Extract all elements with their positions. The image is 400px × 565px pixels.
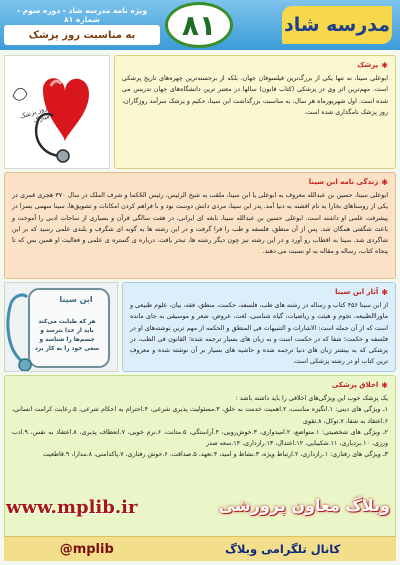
issue-number-badge: [165, 2, 233, 48]
section-doctor: [114, 55, 396, 169]
section-works-heading: [130, 287, 388, 298]
issue-line: ویژه نامه مدرسه شاد - دوره سوم - شماره ۸۱: [17, 6, 147, 24]
brand-logo: [282, 6, 392, 44]
phone-quote: هر که طبابت می‌کند باید از خدا بترسد و جسم‌ها را شناسد و سعی خود را به کار برد: [34, 319, 100, 352]
brand-title: مدرسه شاد: [283, 14, 391, 36]
section-ethics-intro: یک پزشک خوب این ویژگی‌های اخلاقی را باید داشته باشد :: [235, 395, 388, 403]
issue-number: ۸۱: [181, 8, 217, 42]
section-doctor-body: ابوعلی سینا، نه تنها یکی از بزرگ‌ترین فیلسوفان جهان، بلکه از برجسته‌ترین چهره‌های تاریخ پزشکی است. مهم‌ترین اثر وی در پزشکی (کتاب قانون) سالها در معتبر ترین دانشگاه‌های جهان تدریس می شده است. اول شهریورماه هر سال، به مناسبت بزرگداشت ابن سینا، حکیم و پزشک سرآمد روزگاران، روز پزشک نامگذاری شده است.: [122, 75, 388, 116]
section-biography-body: ابوعلی سینا، حسین بن عبدالله معروف به ابوعلی یا ابن سینا، ملقب به شیخ الرئیس، رئیس الحُکما و شرف الملک در سال ۳۷۰ هجری قمری در یکی از روستاهای بخارا به نام افشنه به دنیا آمد. پدر ابن سینا، مردی دانش دوست بود و با فراهم کردن امکانات و تشویق‌ها، سینا سهمی بسزا در پیشرفت علمی او داشته است. ابوعلی حسین بن عبدالله سینا، نابغه ای ایرانی، در هفت سالگی قرآن و بسیاری از ساحات ادبی را آموخت و باعث شگفتی همگان شد. پس از آن منطق، فلسفه و طب را فرا گرفت و در این رشته ها به گونه ای شگرف و بلندی علمی رسید که بر این شاگردی شد. سینا به اقطاب رو آورد و در این رشته نیز چون دیگر رشته ها، تبحر یافت. درباره ی گستره ی علمی و فعالیت او همین بس که تا پنجاه کتاب، رساله و مقاله به او نسبت می دهند.: [12, 192, 388, 256]
star-icon: ✱: [381, 178, 388, 187]
blog-url-link[interactable]: www.mplib.ir: [6, 497, 138, 518]
section-works-title: آثار ابن سینا: [335, 288, 379, 296]
section-biography: [4, 172, 396, 279]
section-doctor-heading: [122, 60, 388, 71]
telegram-bar: [4, 536, 396, 561]
section-biography-heading: [12, 177, 388, 188]
section-works: [122, 282, 396, 372]
heart-stethoscope-image: [4, 55, 110, 169]
page-subtitle: به مناسبت روز پزشک: [4, 25, 160, 45]
blog-name: وبلاگ معاون پرورشی: [218, 496, 390, 515]
section-biography-title: زندگی نامه ابن سینا: [308, 178, 379, 186]
ethics-item: ۲ـ ویژگی های شخصیتی: ۱.متواضع، ۲.امیدواری، ۳.خوش‌رویی، ۴.آراستگی، ۵.متانت، ۶.نرم خویی، ۷.انعطاف پذیری، ۸.اعتقاد به نفس، ۹.ادب ورزی، ۱۰.بردباری، ۱۱.شکیبایی، ۱۲.اعتدال، ۱۳.رازداری، ۱۴.سعه صدر: [12, 428, 389, 448]
section-ethics-heading: [12, 380, 388, 391]
phone-title: ابن سینا: [59, 295, 93, 304]
star-icon: ✱: [381, 381, 388, 390]
header-banner: [0, 0, 400, 50]
telegram-handle-link[interactable]: @mplib: [59, 541, 114, 557]
section-doctor-title: پزشک: [357, 61, 379, 69]
telegram-label: کانال تلگرامی وبلاگ: [225, 542, 341, 556]
ethics-item-partial: ۳ـ ویژگی های رفتاری: ۱.رازداری، ۲.ارتباط ویژه، ۳.نشاط و امید، ۴.تعهد، ۵.صداقت، ۶.خوش رفتاری، ۷.پاکدامنی، ۸.مدارا، ۹.قاطعیت: [42, 451, 388, 459]
ethics-item: ۱ـ ویژگی های دینی: ۱.انگیزه مناسب، ۲.اهمیت خدمت به خلق، ۳.مسئولیت پذیری شرعی، ۴.احترام به احکام شرعی، ۵.رعایت کرامت انسانی، ۶.اعتقاد به شفا، ۷.توکل، ۸.تقوی: [12, 406, 389, 425]
image-caption: روز پزشک مبارک: [18, 104, 51, 125]
section-ethics: [4, 375, 396, 561]
star-icon: ✱: [381, 61, 388, 70]
star-icon: ✱: [381, 288, 388, 297]
section-works-body: از ابن سینا ۴۵۶ کتاب و رساله در رشته های طب، فلسفه، حکمت، منطق، فقه، بیان، علوم طبیعی و ماوراالطبیعه، نجوم و هیئت و ریاضیات، گیاه شناسی، لغت، عروض، شعر و موسیقی به جای مانده است که از آن جمله است: الاشارات و التنبیهات فی المنطق و الحکمه از مهم ترین نوشته‌های او در فلسفه و حکمت؛ شفا که در حکمت است و به زبان های بسیار ترجمه شده؛ القانون فی الطب، در پزشکی که به بیشتر زبان های دنیا ترجمه شده و حاشیه های بسیار بر آن نوشته شده و معروف ترین کتاب او در رشته پزشکی است.: [130, 302, 389, 366]
section-ethics-title: اخلاق پزشکی: [331, 381, 379, 389]
